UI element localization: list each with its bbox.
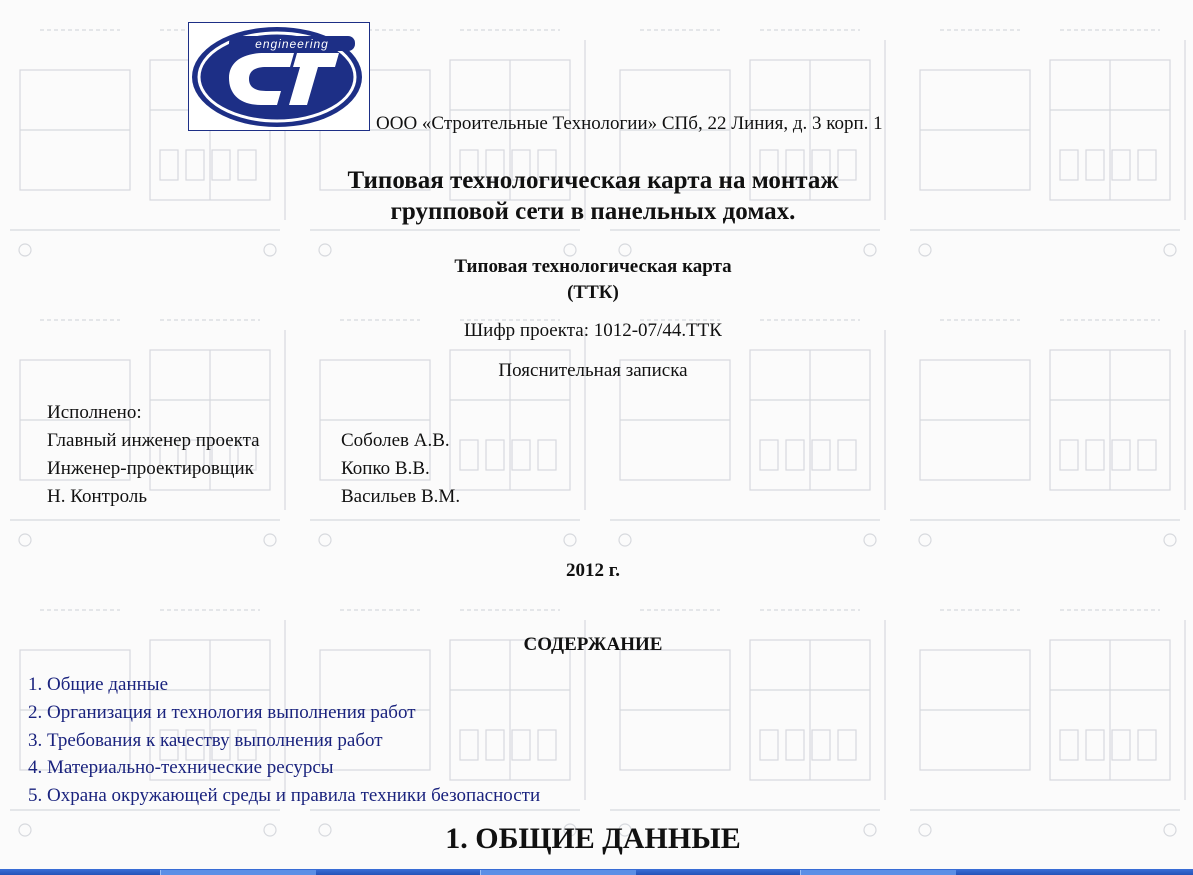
drawing-line: [1060, 440, 1078, 470]
executor-name: Соболев А.В.: [341, 430, 450, 451]
table-of-contents: [28, 671, 540, 810]
toc-link-organization[interactable]: 2. Организация и технология выполнения работ: [28, 701, 416, 723]
drawing-line: [760, 730, 778, 760]
drawing-line: [919, 534, 931, 546]
document-subtitle: [0, 254, 1186, 306]
company-logo: [188, 22, 370, 131]
toc-link-general[interactable]: 1. Общие данные: [28, 674, 169, 695]
drawing-line: [812, 440, 830, 470]
drawing-line: [838, 440, 856, 470]
executed-label: Исполнено:: [47, 402, 142, 423]
toc-link-safety[interactable]: 5. Охрана окружающей среды и правила техники безопасности: [28, 785, 541, 807]
drawing-line: [1086, 440, 1104, 470]
drawing-line: [864, 534, 876, 546]
executor-role: Главный инженер проекта: [47, 430, 260, 451]
year: 2012 г.: [566, 560, 620, 581]
drawing-line: [812, 730, 830, 760]
document-title: [0, 165, 1186, 227]
drawing-line: [760, 440, 778, 470]
subtitle-line-1: Типовая технологическая карта: [454, 256, 732, 277]
drawing-line: [19, 534, 31, 546]
executor-role: Инженер-проектировщик: [47, 458, 254, 479]
drawing-line: [512, 440, 530, 470]
toc-item: [28, 699, 540, 727]
drawing-line: [1112, 440, 1130, 470]
toc-link-resources[interactable]: 4. Материально-технические ресурсы: [28, 757, 334, 779]
drawing-line: [786, 730, 804, 760]
drawing-line: [1112, 730, 1130, 760]
taskbar-button[interactable]: [160, 870, 316, 875]
drawing-line: [619, 534, 631, 546]
toc-item: [28, 782, 540, 810]
svg-text:engineering: engineering: [255, 37, 329, 51]
drawing-line: [1164, 534, 1176, 546]
drawing-line: [486, 440, 504, 470]
project-code: Шифр проекта: 1012-07/44.ТТК: [464, 320, 722, 341]
toc-link-quality[interactable]: 3. Требования к качеству выполнения работ: [28, 729, 383, 751]
taskbar-button[interactable]: [800, 870, 956, 875]
taskbar[interactable]: [0, 869, 1193, 875]
executor-row: [47, 427, 460, 455]
toc-item: [28, 671, 540, 699]
toc-heading: СОДЕРЖАНИЕ: [523, 634, 663, 655]
drawing-line: [838, 730, 856, 760]
executor-role: Н. Контроль: [47, 486, 148, 507]
company-address: ООО «Строительные Технологии» СПб, 22 Линия, д. 3 корп. 1: [376, 113, 883, 134]
drawing-line: [460, 440, 478, 470]
drawing-line: [1138, 730, 1156, 760]
drawing-line: [319, 534, 331, 546]
toc-item: [28, 727, 540, 755]
drawing-line: [1060, 730, 1078, 760]
section-heading: 1. ОБЩИЕ ДАННЫЕ: [445, 822, 741, 855]
drawing-line: [786, 440, 804, 470]
subtitle-line-2: (ТТК): [567, 282, 619, 303]
title-line-1: Типовая технологическая карта на монтаж: [347, 167, 839, 194]
title-line-2: групповой сети в панельных домах.: [390, 198, 796, 225]
drawing-line: [1138, 440, 1156, 470]
drawing-line: [564, 534, 576, 546]
executors-block: [47, 399, 460, 511]
executor-name: Васильев В.М.: [341, 486, 461, 507]
drawing-line: [538, 440, 556, 470]
drawing-line: [264, 534, 276, 546]
executor-name: Копко В.В.: [341, 458, 430, 479]
drawing-line: [538, 730, 556, 760]
drawing-line: [1086, 730, 1104, 760]
explanatory-note: Пояснительная записка: [498, 360, 688, 381]
taskbar-button[interactable]: [480, 870, 636, 875]
toc-item: [28, 754, 540, 782]
executor-row: [47, 483, 460, 511]
executor-row: [47, 455, 460, 483]
